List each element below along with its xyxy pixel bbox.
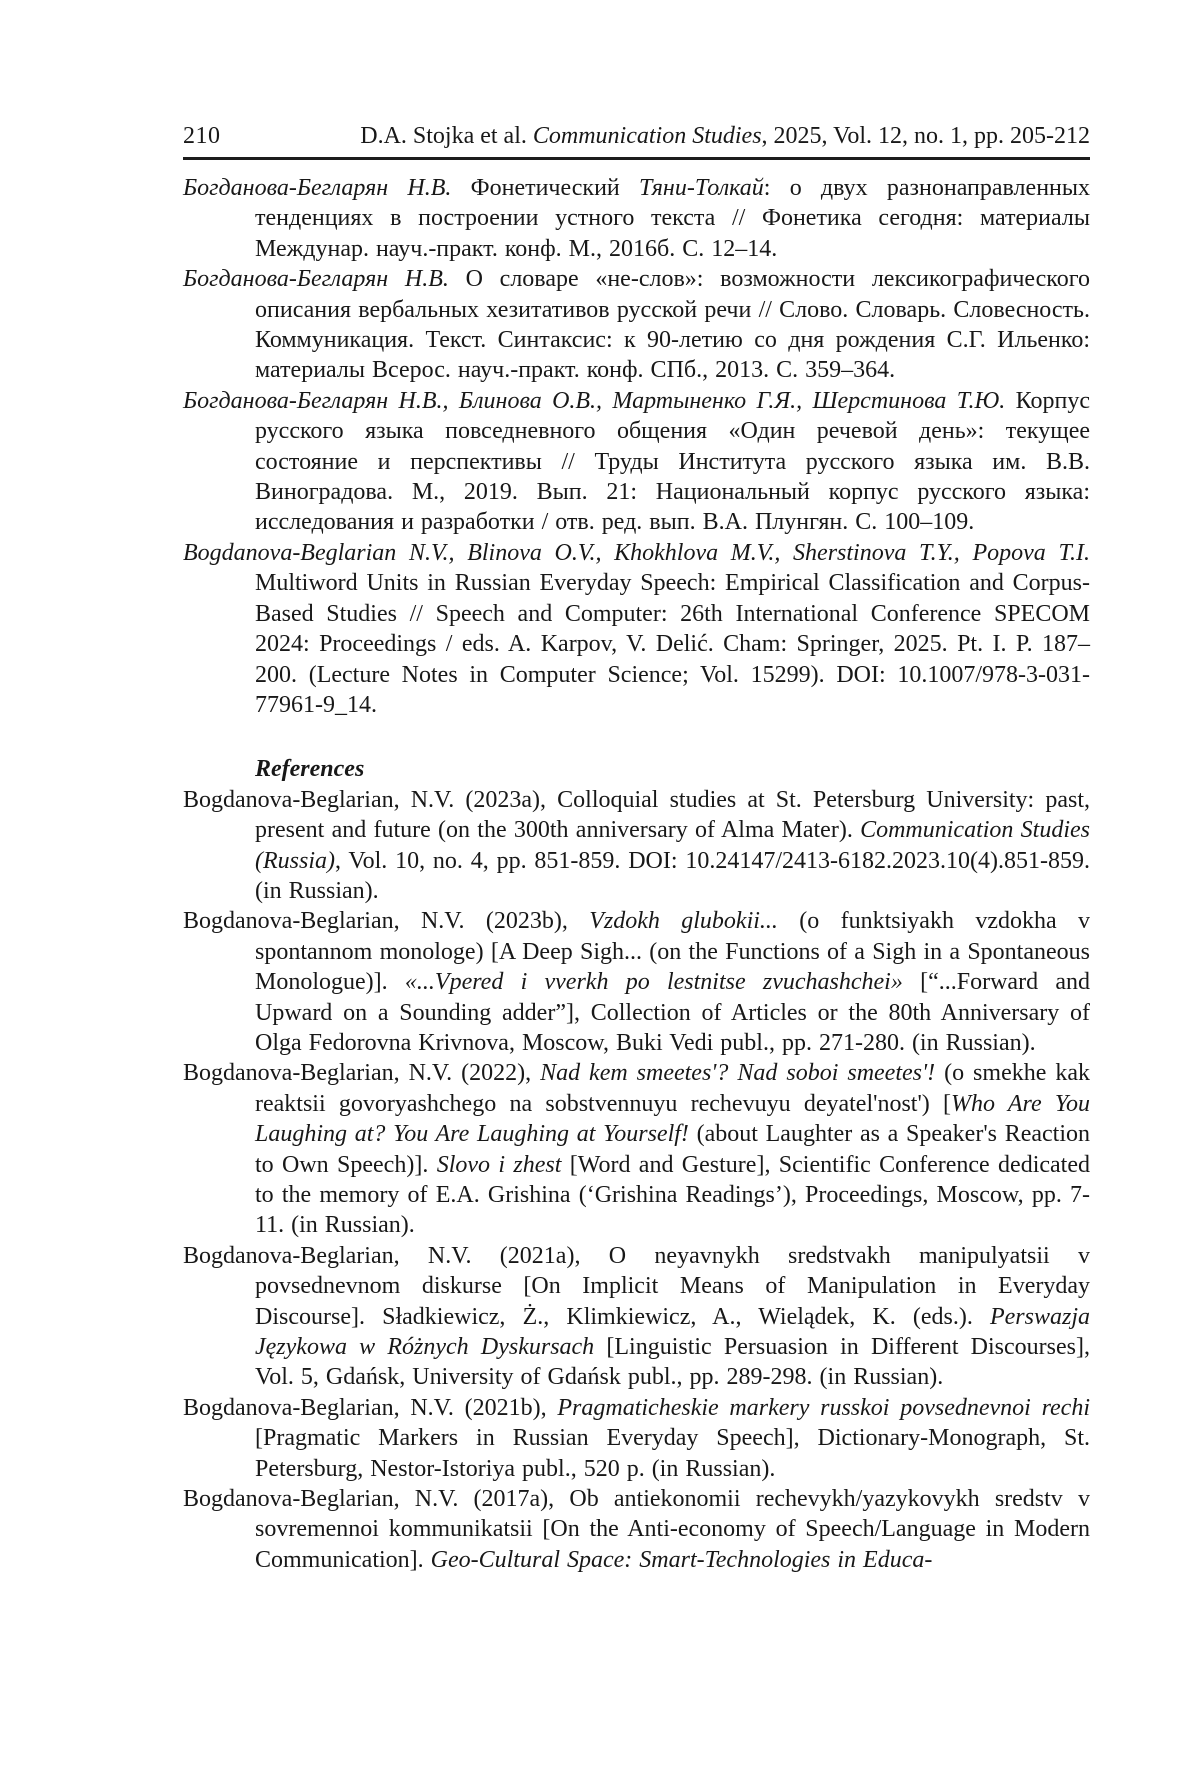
running-header bbox=[183, 122, 1090, 160]
reference-entry: Bogdanova-Beglarian, N.V. (2021b), Pragmaticheskie markery russkoi povsednevnoi rechi [Pragmatic Markers in Russian Everyday Speech], Dictionary-Monograph, St. Petersburg, Nestor-Istoriya publ., 520 p. (in Russian). bbox=[183, 1394, 1090, 1482]
references-body bbox=[183, 173, 1090, 1575]
russian-reference-list bbox=[183, 173, 1090, 720]
reference-entry: Bogdanova-Beglarian N.V., Blinova O.V., Khokhlova M.V., Sherstinova T.Y., Popova T.I. Multiword Units in Russian Everyday Speech: Empirical Classification and Corpus-Based Studies // Speech and Computer: 26th International Conference SPECOM 2024: Proceedings / eds. A. Karpov, V. Delić. Cham: Springer, 2025. Pt. I. P. 187–200. (Lecture Notes in Computer Science; Vol. 15299). DOI: 10.1007/978-3-031-77961-9_14. bbox=[183, 539, 1090, 718]
reference-entry: Богданова-Бегларян Н.В., Блинова О.В., Мартыненко Г.Я., Шерстинова Т.Ю. Корпус русского языка повседневного общения «Один речевой день»: текущее состояние и перспективы // Труды Института русского языка им. В.В. Виноградова. М., 2019. Вып. 21: Национальный корпус русского языка: исследования и разработки / отв. ред. вып. В.А. Плунгян. С. 100–109. bbox=[183, 387, 1090, 536]
reference-entry: Богданова-Бегларян Н.В. Фонетический Тяни-Толкай: о двух разнонаправленных тенденциях в построении устного текста // Фонетика сегодня: материалы Междунар. науч.-практ. конф. М., 2016б. С. 12–14. bbox=[183, 175, 1090, 262]
reference-entry: Bogdanova-Beglarian, N.V. (2022), Nad kem smeetes'? Nad soboi smeetes'! (o smekhe kak reaktsii govoryashchego na sobstvennuyu rechevuyu deyatel'nost') [Who Are You Laughing at? You Are Laughing at Yourself! (about Laughter as a Speaker's Reaction to Own Speech)]. Slovo i zhest [Word and Gesture], Scientific Conference dedicated to the memory of E.A. Grishina (‘Grishina Readings’), Proceedings, Moscow, pp. 7-11. (in Russian). bbox=[183, 1060, 1091, 1239]
running-head-citation: D.A. Stojka et al. Communication Studies, 2025, Vol. 12, no. 1, pp. 205-212 bbox=[360, 123, 1090, 149]
page-number: 210 bbox=[183, 123, 221, 149]
reference-entry: Bogdanova-Beglarian, N.V. (2017a), Ob antiekonomii rechevykh/yazykovykh sredstv v sovremennoi kommunikatsii [On the Anti-economy of Speech/Language in Modern Communication]. Geo-Cultural Space: Smart-Technologies in Educa- bbox=[183, 1486, 1090, 1573]
english-reference-list bbox=[183, 785, 1090, 1576]
reference-entry: Bogdanova-Beglarian, N.V. (2021a), O neyavnykh sredstvakh manipulyatsii v povsednevnom diskurse [On Implicit Means of Manipulation in Everyday Discourse]. Sładkiewicz, Ż., Klimkiewicz, A., Wielądek, K. (eds.). Perswazja Językowa w Różnych Dyskursach [Linguistic Persuasion in Different Discourses], Vol. 5, Gdańsk, University of Gdańsk publ., pp. 289-298. (in Russian). bbox=[183, 1242, 1090, 1391]
reference-entry: Bogdanova-Beglarian, N.V. (2023b), Vzdokh glubokii... (o funktsiyakh vzdokha v spontannom monologe) [A Deep Sigh... (on the Functions of a Sigh in a Spontaneous Monologue)]. «...Vpered i vverkh po lestnitse zvuchashchei» [“...Forward and Upward on a Sounding adder”], Collection of Articles or the 80th Anniversary of Olga Fedorovna Krivnova, Moscow, Buki Vedi publ., pp. 271-280. (in Russian). bbox=[183, 908, 1090, 1056]
reference-entry: Bogdanova-Beglarian, N.V. (2023a), Colloquial studies at St. Petersburg University: past, present and future (on the 300th anniversary of Alma Mater). Communication Studies (Russia), Vol. 10, no. 4, pp. 851-859. DOI: 10.24147/2413-6182.2023.10(4).851-859. (in Russian). bbox=[183, 786, 1090, 904]
references-heading: References bbox=[255, 756, 365, 783]
reference-entry: Богданова-Бегларян Н.В. О словаре «не-слов»: возможности лексикографического описания вербальных хезитативов русской речи // Слово. Словарь. Словесность. Коммуникация. Текст. Синтаксис: к 90-летию со дня рождения С.Г. Ильенко: материалы Всерос. науч.-практ. конф. СПб., 2013. С. 359–364. bbox=[183, 266, 1090, 384]
